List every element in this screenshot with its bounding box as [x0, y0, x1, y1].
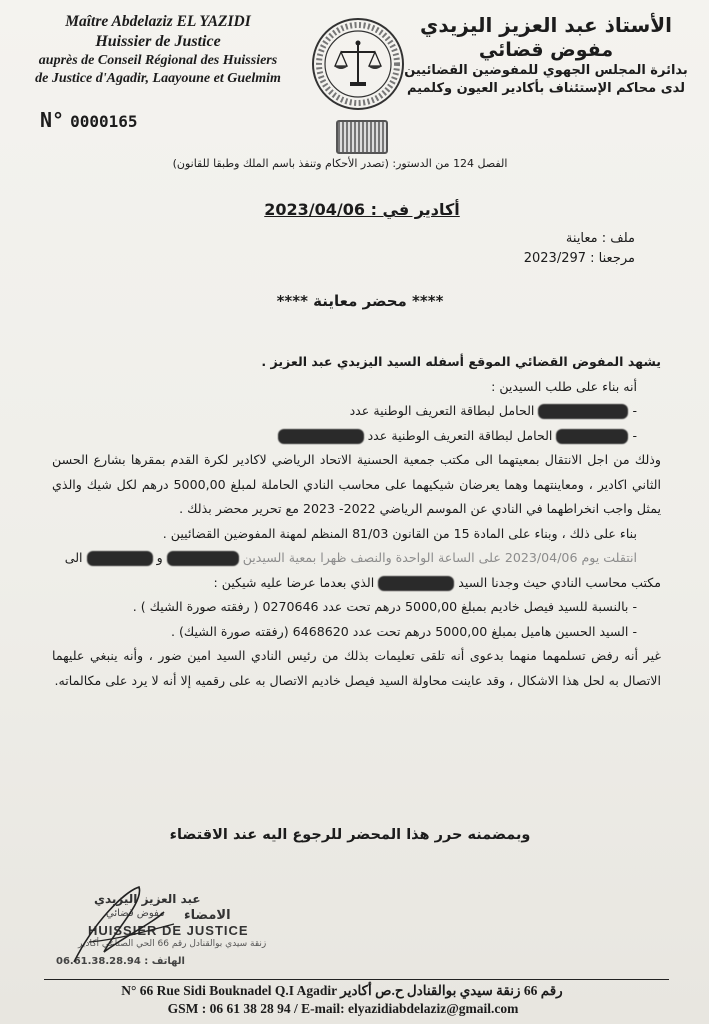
signature-address: زنقة سيدي بوالقنادل رقم 66 الحي الصناعي أكادير [78, 939, 267, 949]
header-fr-council: auprès de Conseil Régional des Huissiers [38, 53, 278, 68]
file-type: ملف : معاينة [565, 231, 635, 246]
header-fr-name: Maître Abdelaziz EL YAZIDI [65, 13, 251, 30]
redaction-mark [378, 576, 454, 591]
constitution-article: الفصل 124 من الدستور: (تصدر الأحكام وتنفذ باسم الملك وطبقا للقانون) [172, 157, 508, 170]
number-label: N° [40, 108, 65, 132]
date-line: أكادير في : 2023/04/06 [264, 200, 460, 219]
body-requester-1 [52, 399, 661, 424]
header-fr-jurisdiction: de Justice d'Agadir, Laayoune et Guelmim [35, 71, 281, 86]
redaction-mark [87, 551, 153, 566]
report-body [52, 350, 661, 693]
body-office-cheques: الذي بعدما عرضا عليه شيكين : [213, 574, 375, 590]
body-office-text: مكتب محاسب النادي حيث وجدنا السيد [458, 574, 661, 590]
footer-contact: GSM : 06 61 38 28 94 / E-mail: elyazidiabdelaziz@gmail.com [167, 1001, 519, 1016]
header-french [22, 12, 294, 88]
body-visit-to: الى [64, 550, 83, 565]
closing-statement: وبمضمنه حرر هذا المحضر للرجوع اليه عند الاقتضاء [169, 827, 531, 843]
handwritten-signature-icon [44, 882, 284, 972]
header-ar-jurisdiction: لدى محاكم الإستئناف بأكادير العيون وكلميم [406, 81, 686, 96]
file-reference [524, 229, 635, 269]
signature-title-fr: HUISSIER DE JUSTICE [88, 923, 249, 938]
number-value: 0000165 [70, 112, 138, 131]
redaction-mark [538, 404, 628, 419]
body-cheque-2: - السيد الحسين هاميل بمبلغ 5000,00 درهم تحت عدد 6468620 (رفقته صورة الشيك) . [52, 620, 661, 645]
signature-title-ar: مفوض قضائي [106, 908, 165, 919]
body-purpose: وذلك من اجل الانتقال بمعيتهما الى مكتب جمعية الحسنية الاتحاد الرياضي لاكادير لكرة القدم بمقرها بشارع الحسن الثاني اكادير ، ومعاينتهما وهما يعرضان شيكيهما على محاسب النادي الحاملة لمبلغ 5000,00 درهم لكل شيك والذي يمثل واجب انخراطهما في النادي عن الموسم الرياضي 2022- 2023 مع تحرير محضر بذلك . [52, 452, 661, 516]
body-requester-2 [52, 424, 661, 449]
report-title: **** محضر معاينة **** [276, 292, 444, 310]
signature-stamp [44, 882, 284, 972]
redaction-mark [278, 429, 364, 444]
redaction-mark [556, 429, 628, 444]
footer-address: N° 66 Rue Sidi Bouknadel Q.I Agadir رقم 66 زنقة سيدي بوالقنادل ح.ص أكادير [121, 983, 563, 998]
header-fr-title: Huissier de Justice [95, 33, 221, 50]
header-ar-council: بدائرة المجلس الجهوي للمفوضين القضائيين [404, 63, 688, 78]
header-ar-name: الأستاذ عبد العزيز اليزيدي [419, 13, 673, 37]
body-refusal: غير أنه رفض تسلمهما منهما بدعوى أنه تلقى تعليمات بذلك من رئيس النادي السيد امين ضور ، وأنه ينبغي عليهما الاتصال به لحل هذا الاشكال ، وقد عاينت محاولة السيد فيصل خاديم الاتصال به على رقميه إلا أنه لا يرد على مكالماته. [52, 648, 661, 688]
footer-divider [44, 979, 669, 980]
file-ref-number: مرجعنا : 2023/297 [523, 251, 635, 266]
header-arabic [401, 12, 691, 98]
body-legal-basis: بناء على ذلك ، وبناء على المادة 15 من القانون 81/03 المنظم لمهنة المفوضين القضائيين . [162, 525, 637, 541]
signature-name: عبد العزيز اليزيدي [94, 892, 201, 906]
body-cheque-1: - بالنسبة للسيد فيصل خاديم بمبلغ 5000,00 درهم تحت عدد 0270646 ( رفقته صورة الشيك ) . [52, 595, 661, 620]
royal-stamp-icon [336, 120, 388, 154]
signature-label: الامضاء [184, 908, 231, 923]
body-id-label-2: الحامل لبطاقة التعريف الوطنية عدد [367, 427, 553, 443]
body-visit [52, 546, 661, 571]
body-office [52, 571, 661, 596]
redaction-mark [167, 551, 239, 566]
body-id-label-1: الحامل لبطاقة التعريف الوطنية عدد [349, 403, 535, 418]
body-request: أنه بناء على طلب السيدين : [491, 378, 637, 394]
body-visit-and: و [156, 550, 163, 565]
signature-phone: الهاتف : 06.61.38.28.94 [56, 956, 185, 967]
scales-of-justice-seal-icon [310, 16, 406, 112]
body-intro: يشهد المفوض القضائي الموقع أسفله السيد اليزيدي عبد العزيز . [261, 354, 661, 369]
header-ar-title: مفوض قضائي [478, 39, 614, 61]
body-visit-text: انتقلت يوم 2023/04/06 على الساعة الواحدة والنصف ظهرا بمعية السيدين [242, 550, 637, 565]
document-number [40, 108, 138, 132]
